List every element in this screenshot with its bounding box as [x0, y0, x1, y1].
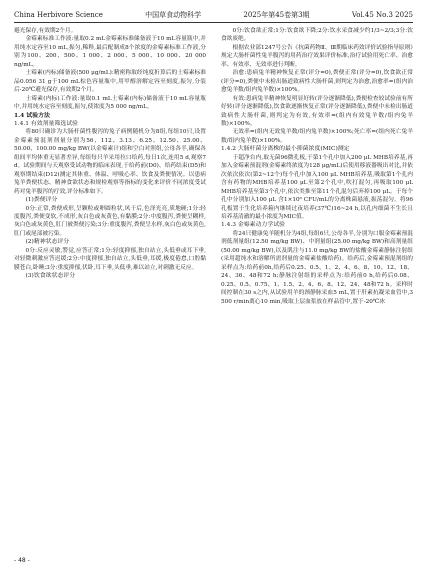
- heading-1-4-2: 1.4.2 大肠杆菌分离株的最小抑菌浓度(MIC)测定: [221, 146, 350, 153]
- left-paragraphs-4: [14, 247, 206, 272]
- paragraph: 将80只确诊为大肠杆菌性腹泻的兔子病例随机分为8组,每组10只,设置金霉素预混剂剂量分别为56、112、3.13、6.25、12.50、25.00、50.00、100.00 mg/kg BW(以金霉素计)组和空白对照组,公母各半,确保各组间平均体重无显著差异,每组每只羊采用拉口给药,每日1次,连用5 d,观察7 d。试验期间与天观察受试动物的临床表现,于给药前(D0)、给药结束(D5)和观察期结束(D12)测定其体重、体温、呼吸心率、饮食及粪便情况。以患病兔羊粪便状态、精神食欲状态和规检观察等指标的变化来评价不同浓度受试药对兔羊腹泻的疗效,评分标准如下。: [14, 129, 206, 195]
- left-column: [14, 27, 206, 281]
- paragraph: 避光保存,有效期2个月。: [14, 28, 77, 34]
- issue-cn: 2025年第45卷第3期: [243, 11, 310, 19]
- running-header: [14, 8, 413, 23]
- right-column: [221, 27, 413, 306]
- volume-en: Vol.45 No.3 2025: [351, 11, 413, 19]
- paragraph: 治愈:患病兔羊精神恢复正常(评分=0),粪便正常(评分=0),饮食欲正常(评分=0),粪便中未检出肠道致病性大肠杆菌,则判定为治愈,治愈率=(组内治愈兔羊数/组内兔羊数)×100%。: [221, 70, 413, 94]
- paragraph: 土霉素(内标)储备液(500 μg/mL):精密称取经纯度折算后的土霉素标准品0.056 31 g于100 mL棕色容量瓶中,用甲醇溶解定容至刻度,振匀,分装后-20℃避光保存,有效期2个月。: [14, 70, 206, 94]
- left-paragraphs-2: [14, 128, 206, 196]
- paragraph: 0分:正常,粪便成形,呈颗粒或卵圆粒状,风干后,色泽光亮,质地硬;1分:轻度腹泻,粪便变软,不成形,灰白色或灰黄色,有黏膜;2分:中度腹泻,粪便呈糊样,灰白色或灰黄色,肛门被粪便污染;3分:重度腹泻,粪便呈水样,灰白色或灰黄色,肛门或尾部被污染。: [14, 205, 206, 237]
- left-paragraphs-3: [14, 205, 206, 239]
- heading-mental-score: (2)精神状态评分: [25, 239, 70, 246]
- paragraph: 无效率=(组内无效兔羊数/组内兔羊数)×100%;死亡率=(组内死亡兔羊数/组内兔羊数)×100%。: [221, 129, 413, 144]
- heading-1-4-3: 1.4.3 金霉素动力学试验: [221, 222, 285, 229]
- paragraph: 将24只健康兔羊随机分为4组,每组6只,公母各半,分别为口服金霉素预混剂低剂量组(12.50 mg/kg BW)、中剂量组(25.00 mg/kg BW)和高剂量组(50.00 mg/kg BW),以及肌注与11.0 mg/kg BW的盐酸金霉素静脉注射组(采用超纯水和溶解所需剂量的金霉素盐酸给药)。给药后,金霉素预混剂组的采样点为:给药前0h,给药后0.25、0.5、1、2、4、6、8、10、12、18、24、36、48和72 h;静脉注射组的采样点为:给药前0 h,给药后0.08、0.25、0.5、0.75、1、1.5、2、4、6、8、12、24、48和72 h。采样时间控制在30 s之内,从试验用羊的颈静脉采血5 mL,置于肝素抗凝采血管中,3 500 r/min离心10 min,吸取上层血浆放在样品管中,置于-20℃冰: [221, 230, 413, 305]
- paragraph: 土霉素(内标)工作液:量取0.1 mL土霉素(内标)储备液于10 mL容量瓶中,并用纯水定容至刻度,振匀,使浓度为5 000 ng/mL。: [14, 95, 206, 111]
- page-number: - 48 -: [14, 557, 30, 564]
- paragraph: 金霉素标准工作液:量取0.2 mL金霉素标准储备液于10 mL容量瓶中,并用纯水定容至10 mL,振匀,稀释,最后配制成8个浓度的金霉素标准工作液,分别为100、200、500、1 000、2 000、5 000、10 000、20 000 ng/mL。: [14, 36, 206, 68]
- heading-1-4: 1.4 试验方法: [14, 111, 50, 119]
- heading-feces-score: (1)粪便评分: [25, 197, 58, 204]
- paragraph: 0分:饮食欲正常;1分:饮食欲下降;2分:饮水采食减少约1/3~2/3;3分:饮食欲废绝。: [221, 28, 413, 43]
- paragraph: 0分:反应灵敏,警觉,应答正常;1分:轻度抑郁,独自站立,头低垂或耳下垂,对轻微刺激应答迟缓;2分:中度抑郁,独自站立,头低垂,耳缓,极度倦怠,口腔黏膜苍白,卧睡;3分:重度抑郁,伏卧,耳下垂,头低垂,难以站立,对刺激无反应。: [14, 247, 206, 271]
- right-paragraphs-3: [221, 230, 413, 306]
- left-paragraphs-1: [14, 27, 206, 112]
- right-paragraphs-2: [221, 154, 413, 222]
- paragraph: 有效:患病兔羊精神恢复明显好转(评分逐渐降低),粪便检查较试验前有所好转(评分逐渐降低),饮食欲逐渐恢复正常(评分逐渐降低),粪便中未检出肠道致病性大肠杆菌,则判定为有效,有效率=(组内有效兔羊数/组内兔羊数)×100%。: [221, 95, 413, 127]
- paragraph: 于超净台内,取无菌96微孔板,于第1个孔中加入200 μL MHB培养基,再加入金霉素预混剂(金霉素终浓度为128 μg/mL)后使用移液器吸出对比,并依次依次依次(第2~12个)每个孔中加入100 μL MHB培养基,吸取第1个孔内含有药物的MHB培养基100 μL至第2个孔中,吹打混匀,再吸取100 μL MHB培养基至第3个孔中,依次类推至第11个孔混匀后弃掉100 μL。于每个孔中分别加入100 μL 含1×10⁶ CFU/mL的分离株菌悬液,振荡混匀。将96孔板置于生化培养箱内继续过夜培养(37℃)16~24 h,以孔内细菌不生长且培养基清澈的最小浓度为MIC值。: [221, 154, 413, 220]
- journal-name-en: China Herbivore Science: [14, 11, 103, 19]
- heading-1-4-1: 1.4.1 有效剂量筛选试验: [14, 120, 78, 127]
- heading-appetite-score: (3)饮食欲状态评分: [25, 273, 76, 280]
- paragraph: 根据农业部1247号公告《抗菌药物Ⅱ、Ⅲ期临床药效评价试验指导原则》规定大肠杆菌性兔羊腹泻的用药治疗效果评价标准,治疗试验用死亡率、治愈率、有效率、无效率进行判断。: [221, 44, 413, 68]
- right-paragraphs-1: [221, 27, 413, 145]
- journal-name-cn: 中国草食动物科学: [145, 11, 202, 19]
